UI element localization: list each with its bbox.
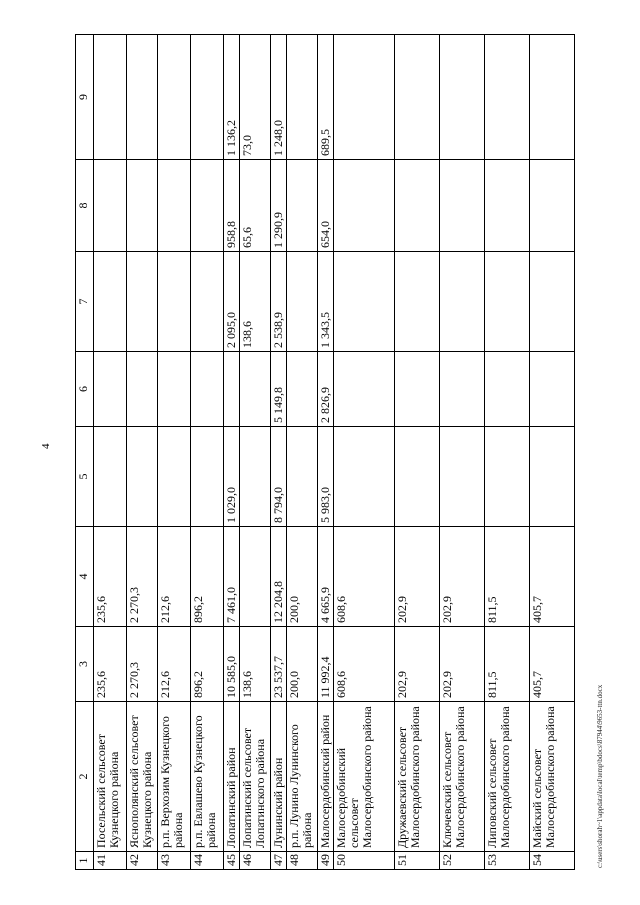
amount-cell <box>440 427 485 527</box>
amount-cell <box>287 427 318 527</box>
table-row <box>334 35 395 870</box>
amount-cell <box>127 352 158 427</box>
amount-cell <box>395 427 440 527</box>
row-number-cell: 46 <box>240 852 271 870</box>
amount-cell <box>530 252 575 352</box>
row-number-cell: 48 <box>287 852 318 870</box>
amount-cell: 811,5 <box>485 527 530 627</box>
rotated-table-container <box>75 35 640 870</box>
amount-cell: 235,6 <box>94 527 127 627</box>
amount-cell <box>395 352 440 427</box>
page-number: 4 <box>40 443 52 449</box>
amount-cell <box>440 160 485 252</box>
amount-cell: 200,0 <box>287 527 318 627</box>
table-row <box>287 35 318 870</box>
amount-cell <box>240 352 271 427</box>
territory-cell: Липовский сельсовет Малосердобинского района <box>485 702 530 852</box>
amount-cell <box>127 427 158 527</box>
amount-cell <box>191 160 224 252</box>
amount-cell: 138,6 <box>240 627 271 702</box>
amount-cell: 12 204,8 <box>271 527 287 627</box>
column-header: 6 <box>76 352 94 427</box>
amount-cell: 654,0 <box>318 160 334 252</box>
amount-cell: 10 585,0 <box>224 627 240 702</box>
amount-cell <box>485 160 530 252</box>
table-row <box>240 35 271 870</box>
amount-cell <box>395 252 440 352</box>
amount-cell <box>334 35 395 160</box>
territory-cell: Лопатинский сельсовет Лопатинского района <box>240 702 271 852</box>
row-number-cell: 54 <box>530 852 575 870</box>
table-row <box>94 35 127 870</box>
amount-cell <box>240 527 271 627</box>
amount-cell <box>287 352 318 427</box>
amount-cell <box>224 352 240 427</box>
amount-cell <box>440 352 485 427</box>
amount-cell <box>530 352 575 427</box>
amount-cell: 7 461,0 <box>224 527 240 627</box>
amount-cell <box>287 252 318 352</box>
territory-cell: Малосердобинский район <box>318 702 334 852</box>
row-number-cell: 47 <box>271 852 287 870</box>
territory-cell: р.п. Верхозим Кузнецкого района <box>158 702 191 852</box>
amount-cell: 1 343,5 <box>318 252 334 352</box>
file-path-footer: c:\users\shorah~1\appdata\local\temp\bdocs\87944\9653-ttn.docx <box>596 684 604 868</box>
amount-cell: 212,6 <box>158 627 191 702</box>
table-row <box>158 35 191 870</box>
amount-cell <box>127 35 158 160</box>
amount-cell: 896,2 <box>191 627 224 702</box>
amount-cell <box>440 252 485 352</box>
amount-cell <box>158 252 191 352</box>
row-number-cell: 52 <box>440 852 485 870</box>
amount-cell: 200,0 <box>287 627 318 702</box>
amount-cell <box>94 352 127 427</box>
amount-cell <box>334 352 395 427</box>
row-number-cell: 49 <box>318 852 334 870</box>
amount-cell <box>191 252 224 352</box>
amount-cell <box>127 160 158 252</box>
amount-cell: 202,9 <box>440 627 485 702</box>
amount-cell <box>287 35 318 160</box>
amount-cell <box>485 352 530 427</box>
territory-cell: р.п. Лунино Лунинского района <box>287 702 318 852</box>
table-row <box>127 35 158 870</box>
amount-cell <box>158 160 191 252</box>
territory-cell: Лунинский район <box>271 702 287 852</box>
amount-cell <box>530 35 575 160</box>
table-row <box>224 35 240 870</box>
table-row <box>395 35 440 870</box>
table-row <box>271 35 287 870</box>
amount-cell: 2 826,9 <box>318 352 334 427</box>
amount-cell: 138,6 <box>240 252 271 352</box>
amount-cell: 73,0 <box>240 35 271 160</box>
column-header: 7 <box>76 252 94 352</box>
amount-cell <box>485 35 530 160</box>
row-number-cell: 42 <box>127 852 158 870</box>
row-number-cell: 44 <box>191 852 224 870</box>
amount-cell <box>530 427 575 527</box>
territory-cell: Посельский сельсовет Кузнецкого района <box>94 702 127 852</box>
territory-cell: Малосердобинский сельсовет Малосердобинского района <box>334 702 395 852</box>
territory-cell: Ключевский сельсовет Малосердобинского района <box>440 702 485 852</box>
amount-cell: 405,7 <box>530 527 575 627</box>
amount-cell <box>94 252 127 352</box>
amount-cell: 1 248,0 <box>271 35 287 160</box>
amount-cell: 1 029,0 <box>224 427 240 527</box>
amount-cell <box>158 35 191 160</box>
amount-cell: 4 665,9 <box>318 527 334 627</box>
table-row <box>318 35 334 870</box>
amount-cell: 212,6 <box>158 527 191 627</box>
amount-cell <box>94 160 127 252</box>
amount-cell <box>334 252 395 352</box>
row-number-cell: 45 <box>224 852 240 870</box>
amount-cell <box>530 160 575 252</box>
amount-cell <box>287 160 318 252</box>
amount-cell <box>191 35 224 160</box>
amount-cell: 689,5 <box>318 35 334 160</box>
amount-cell: 5 149,8 <box>271 352 287 427</box>
amount-cell <box>94 35 127 160</box>
amount-cell: 202,9 <box>440 527 485 627</box>
table-row <box>191 35 224 870</box>
table-row <box>530 35 575 870</box>
column-header: 9 <box>76 35 94 160</box>
amount-cell: 65,6 <box>240 160 271 252</box>
amount-cell: 2 538,9 <box>271 252 287 352</box>
amount-cell <box>127 252 158 352</box>
amount-cell <box>191 352 224 427</box>
column-header: 5 <box>76 427 94 527</box>
table-body <box>76 35 575 870</box>
amount-cell: 8 794,0 <box>271 427 287 527</box>
amount-cell: 896,2 <box>191 527 224 627</box>
amount-cell <box>485 427 530 527</box>
amount-cell: 11 992,4 <box>318 627 334 702</box>
amount-cell <box>191 427 224 527</box>
amount-cell: 2 270,3 <box>127 627 158 702</box>
amount-cell: 23 537,7 <box>271 627 287 702</box>
amount-cell <box>94 427 127 527</box>
amount-cell: 811,5 <box>485 627 530 702</box>
amount-cell <box>158 427 191 527</box>
row-number-cell: 41 <box>94 852 127 870</box>
territory-cell: Лопатинский район <box>224 702 240 852</box>
row-number-cell: 51 <box>395 852 440 870</box>
amount-cell <box>334 427 395 527</box>
column-header: 4 <box>76 527 94 627</box>
column-header: 8 <box>76 160 94 252</box>
territory-cell: Яснополянский сельсовет Кузнецкого района <box>127 702 158 852</box>
column-header: 1 <box>76 852 94 870</box>
amount-cell <box>440 35 485 160</box>
row-number-cell: 43 <box>158 852 191 870</box>
amount-cell: 2 270,3 <box>127 527 158 627</box>
table-row <box>485 35 530 870</box>
amount-cell <box>158 352 191 427</box>
row-number-cell: 50 <box>334 852 395 870</box>
amount-cell: 405,7 <box>530 627 575 702</box>
budget-table <box>75 34 575 870</box>
column-header: 3 <box>76 627 94 702</box>
amount-cell: 2 095,0 <box>224 252 240 352</box>
amount-cell <box>485 252 530 352</box>
amount-cell: 1 136,2 <box>224 35 240 160</box>
amount-cell: 1 290,9 <box>271 160 287 252</box>
territory-cell: Дружаевский сельсовет Малосердобинского района <box>395 702 440 852</box>
column-number-row <box>76 35 94 870</box>
amount-cell <box>240 427 271 527</box>
territory-cell: р.п. Евлашево Кузнецкого района <box>191 702 224 852</box>
amount-cell: 5 983,0 <box>318 427 334 527</box>
amount-cell: 608,6 <box>334 627 395 702</box>
amount-cell: 202,9 <box>395 627 440 702</box>
amount-cell <box>395 35 440 160</box>
amount-cell: 958,8 <box>224 160 240 252</box>
amount-cell <box>395 160 440 252</box>
row-number-cell: 53 <box>485 852 530 870</box>
column-header: 2 <box>76 702 94 852</box>
amount-cell <box>334 160 395 252</box>
amount-cell: 235,6 <box>94 627 127 702</box>
territory-cell: Майский сельсовет Малосердобинского района <box>530 702 575 852</box>
table-row <box>440 35 485 870</box>
amount-cell: 608,6 <box>334 527 395 627</box>
amount-cell: 202,9 <box>395 527 440 627</box>
